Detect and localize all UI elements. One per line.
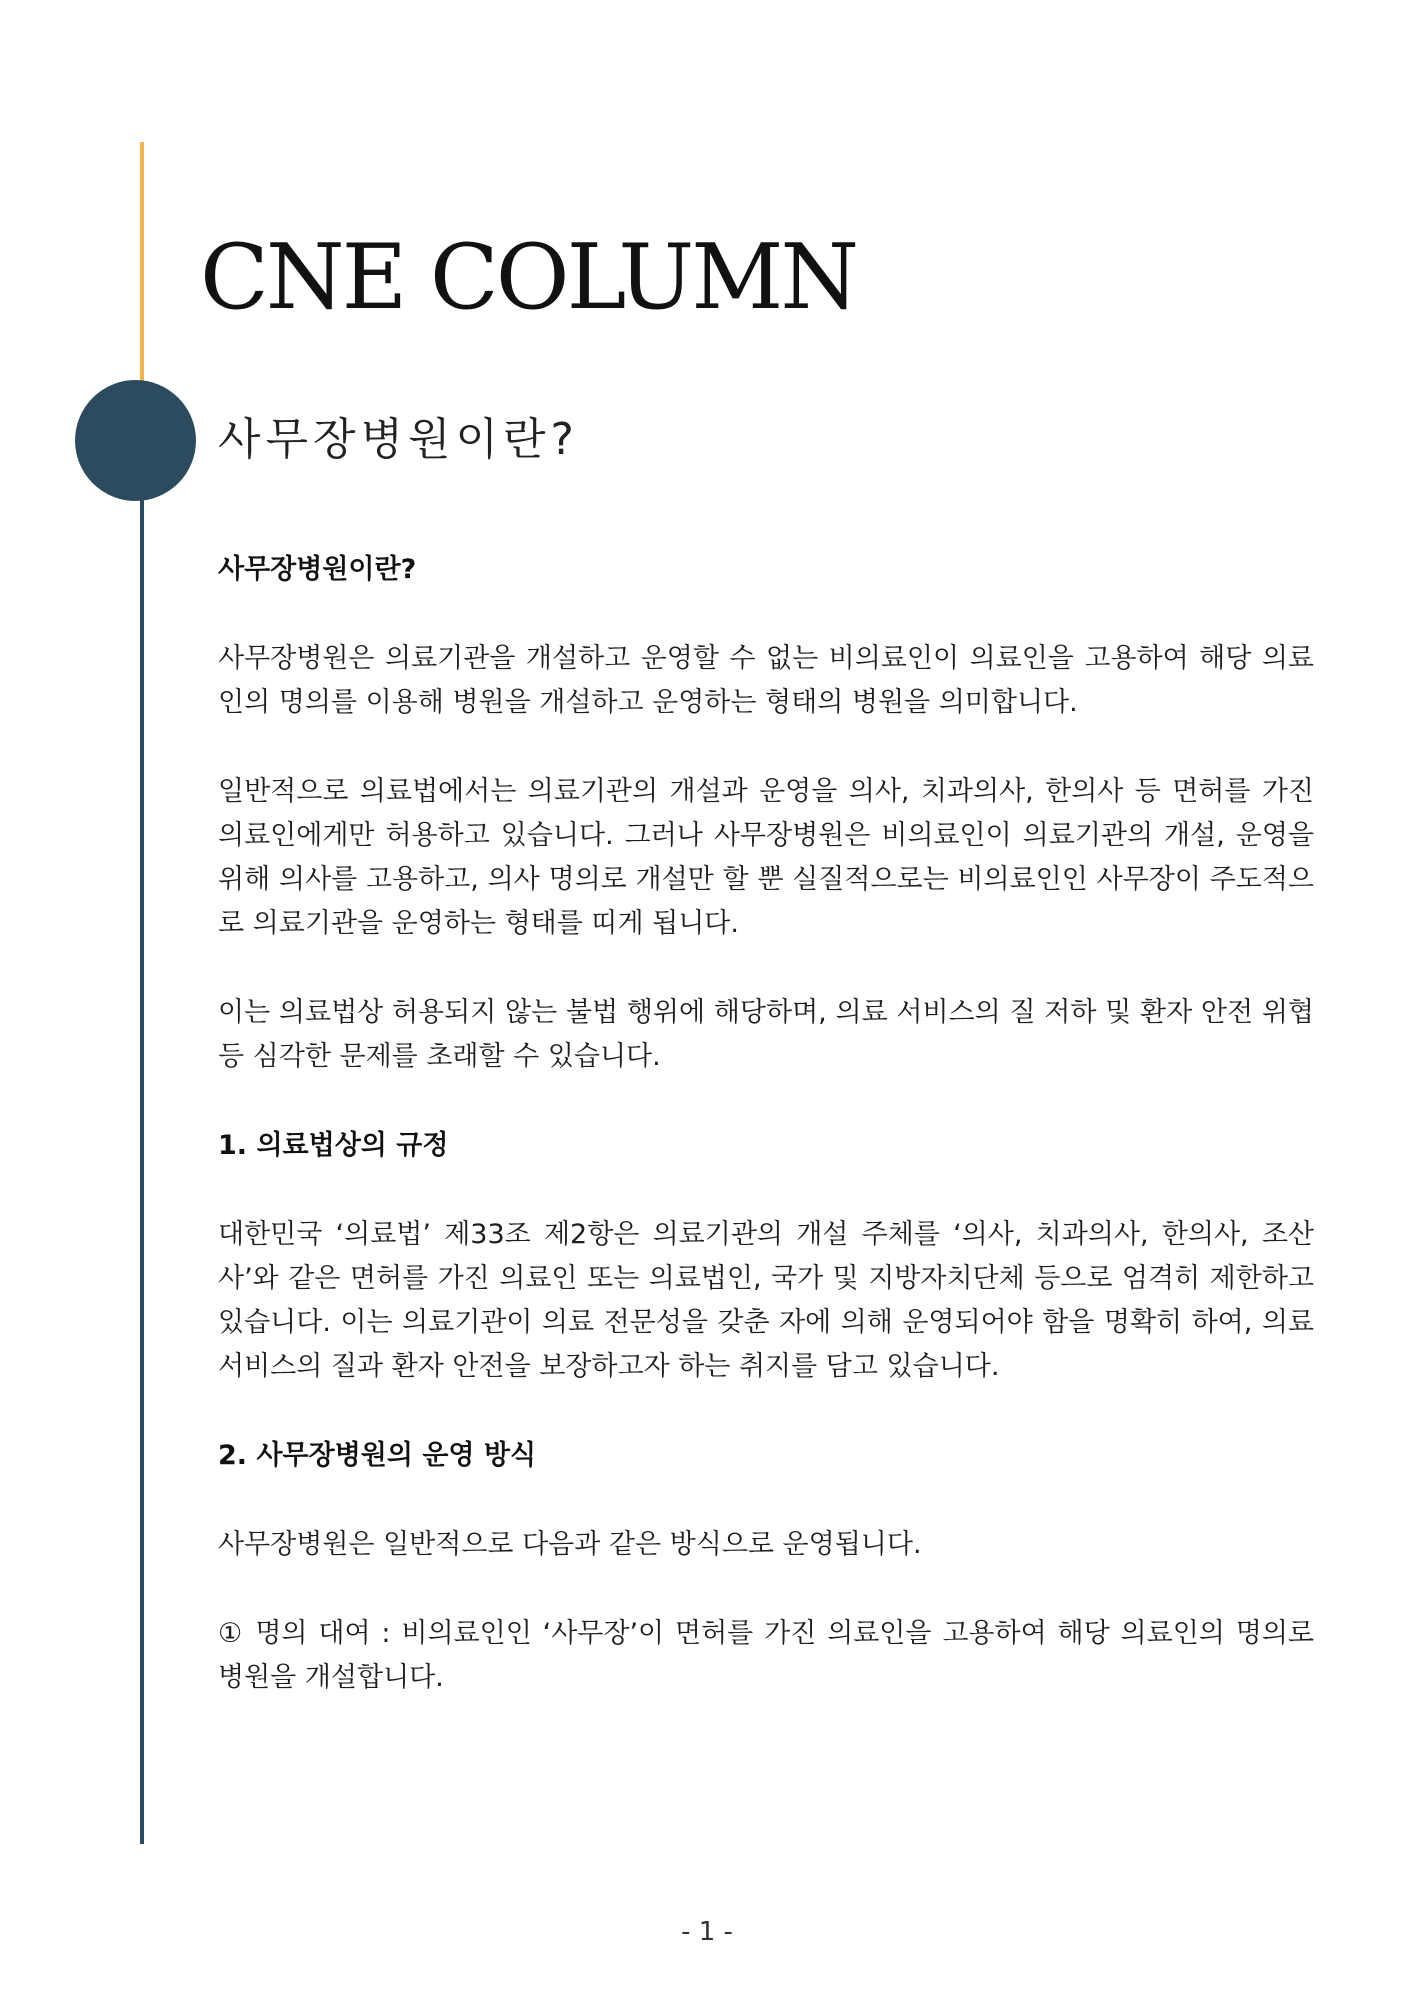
column-title: CNE COLUMN [200,225,857,330]
paragraph-name-lending: ① 명의 대여 : 비의료인인 ‘사무장’이 면허를 가진 의료인을 고용하여 해당 의료인의 명의로 병원을 개설합니다. [218,1618,1314,1693]
paragraph-general: 일반적으로 의료법에서는 의료기관의 개설과 운영을 의사, 치과의사, 한의사 등 면허를 가진 의료인에게만 허용하고 있습니다. 그러나 사무장병원은 비의료인이 의료기관의 개설, 운영을 위해 의사를 고용하고, 의사 명의로 개설만 할 뿐 실질적으로는 비의료인인 사무장이 주도적으로 의료기관을 운영하는 형태를 띠게 됩니다. [218,776,1314,939]
intro-heading: 사무장병원이란? [218,554,417,585]
paragraph-operation-intro: 사무장병원은 일반적으로 다음과 같은 방식으로 운영됩니다. [218,1529,922,1560]
section-heading-2: 2. 사무장병원의 운영 방식 [218,1440,537,1471]
article-body [218,548,1314,1700]
accent-line-bottom [140,442,144,1844]
article-subtitle: 사무장병원이란? [218,414,579,465]
section-heading-1: 1. 의료법상의 규정 [218,1130,449,1161]
accent-circle [75,380,196,501]
page-number: - 1 - [681,1917,733,1947]
paragraph-illegality: 이는 의료법상 허용되지 않는 불법 행위에 해당하며, 의료 서비스의 질 저하 및 환자 안전 위협 등 심각한 문제를 초래할 수 있습니다. [218,997,1314,1072]
paragraph-medical-law: 대한민국 ‘의료법’ 제33조 제2항은 의료기관의 개설 주체를 ‘의사, 치과의사, 한의사, 조산사’와 같은 면허를 가진 의료인 또는 의료법인, 국가 및 지방자치단체 등으로 엄격히 제한하고 있습니다. 이는 의료기관이 의료 전문성을 갖춘 자에 의해 운영되어야 함을 명확히 하여, 의료 서비스의 질과 환자 안전을 보장하고자 하는 취지를 담고 있습니다. [218,1219,1314,1382]
paragraph-definition: 사무장병원은 의료기관을 개설하고 운영할 수 없는 비의료인이 의료인을 고용하여 해당 의료인의 명의를 이용해 병원을 개설하고 운영하는 형태의 병원을 의미합니다. [218,643,1314,718]
